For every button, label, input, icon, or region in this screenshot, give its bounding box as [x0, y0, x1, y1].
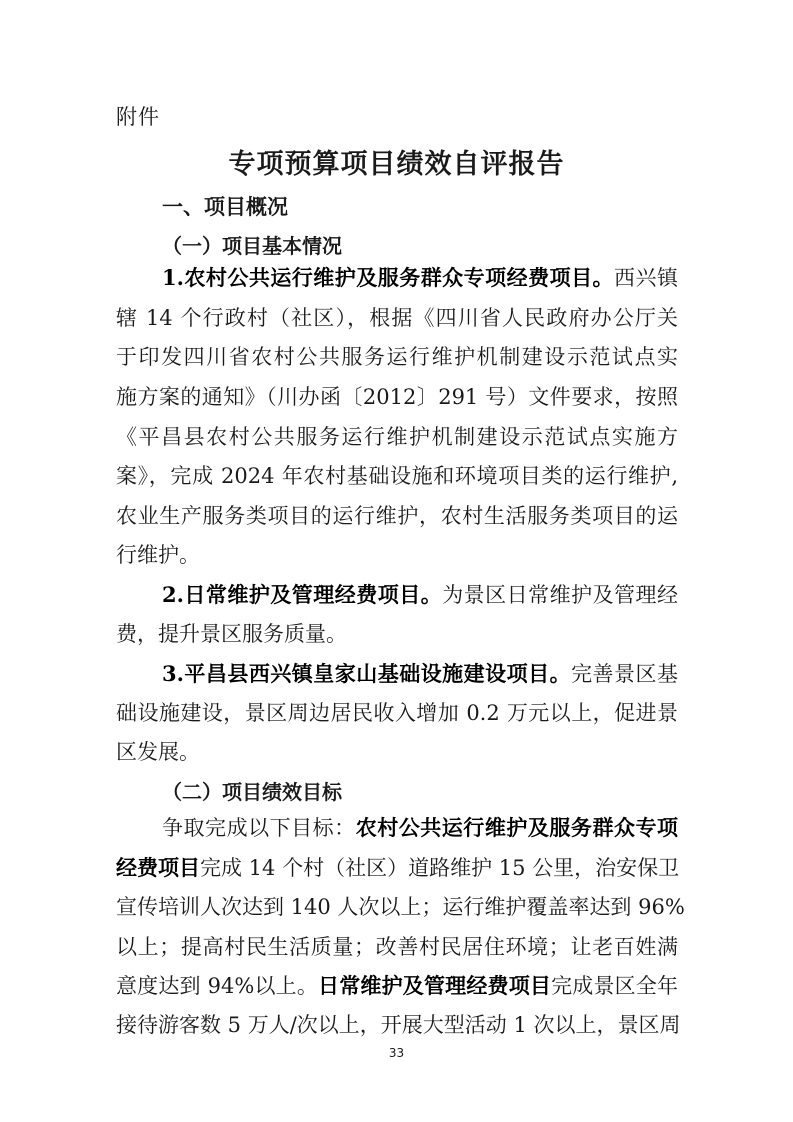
item-heading: 1.农村公共运行维护及服务群众专项经费项目。: [162, 265, 615, 290]
paragraph-line: 础设施建设，景区周边居民收入增加 0.2 万元以上，促进景: [116, 701, 678, 725]
paragraph-line: 2.日常维护及管理经费项目。为景区日常维护及管理经: [162, 582, 679, 607]
project-name: 农村公共运行维护及服务群众专项: [355, 815, 679, 840]
subsection-heading-basic-info: （一）项目基本情况: [162, 234, 342, 258]
paragraph-line: 3.平昌县西兴镇皇家山基础设施建设项目。完善景区基: [162, 661, 679, 686]
paragraph-line: 意度达到 94%以上。日常维护及管理经费项目完成景区全年: [116, 973, 679, 998]
subsection-heading-performance-goals: （二）项目绩效目标: [162, 780, 342, 804]
paragraph-line: 以上；提高村民生活质量；改善村民居住环境；让老百姓满: [116, 935, 678, 959]
paragraph-line: 区发展。: [116, 740, 200, 764]
attachment-label: 附件: [116, 105, 160, 129]
paragraph-line: 1.农村公共运行维护及服务群众专项经费项目。西兴镇: [162, 265, 679, 290]
paragraph-line: 《平昌县农村公共服务运行维护机制建设示范试点实施方: [116, 425, 678, 449]
paragraph-line: 接待游客数 5 万人/次以上，开展大型活动 1 次以上，景区周: [116, 1013, 681, 1037]
page-title: 专项预算项目绩效自评报告: [228, 149, 565, 180]
paragraph-line: 宣传培训人次达到 140 人次以上；运行维护覆盖率达到 96%: [116, 895, 685, 919]
item-heading: 3.平昌县西兴镇皇家山基础设施建设项目。: [162, 661, 572, 686]
paragraph-line: 辖 14 个行政村（社区），根据《四川省人民政府办公厅关: [116, 306, 678, 330]
paragraph-line: 于印发四川省农村公共服务运行维护机制建设示范试点实: [116, 345, 678, 369]
item-heading: 2.日常维护及管理经费项目。: [162, 582, 443, 607]
section-heading-overview: 一、项目概况: [162, 195, 288, 219]
paragraph-line: 案》，完成 2024 年农村基础设施和环境项目类的运行维护,: [116, 464, 678, 488]
project-name: 经费项目: [116, 855, 200, 880]
page-number: 33: [388, 1046, 405, 1060]
paragraph-line: 农业生产服务类项目的运行维护，农村生活服务类项目的运: [116, 504, 678, 528]
paragraph-line: 经费项目完成 14 个村（社区）道路维护 15 公里，治安保卫: [116, 855, 680, 880]
paragraph-line: 施方案的通知》（川办函〔2012〕291 号）文件要求，按照: [116, 385, 678, 409]
paragraph-line: 争取完成以下目标：农村公共运行维护及服务群众专项: [162, 815, 679, 840]
project-name: 日常维护及管理经费项目: [318, 973, 552, 998]
paragraph-line: 行维护。: [116, 543, 200, 567]
paragraph-line: 费，提升景区服务质量。: [116, 622, 347, 646]
